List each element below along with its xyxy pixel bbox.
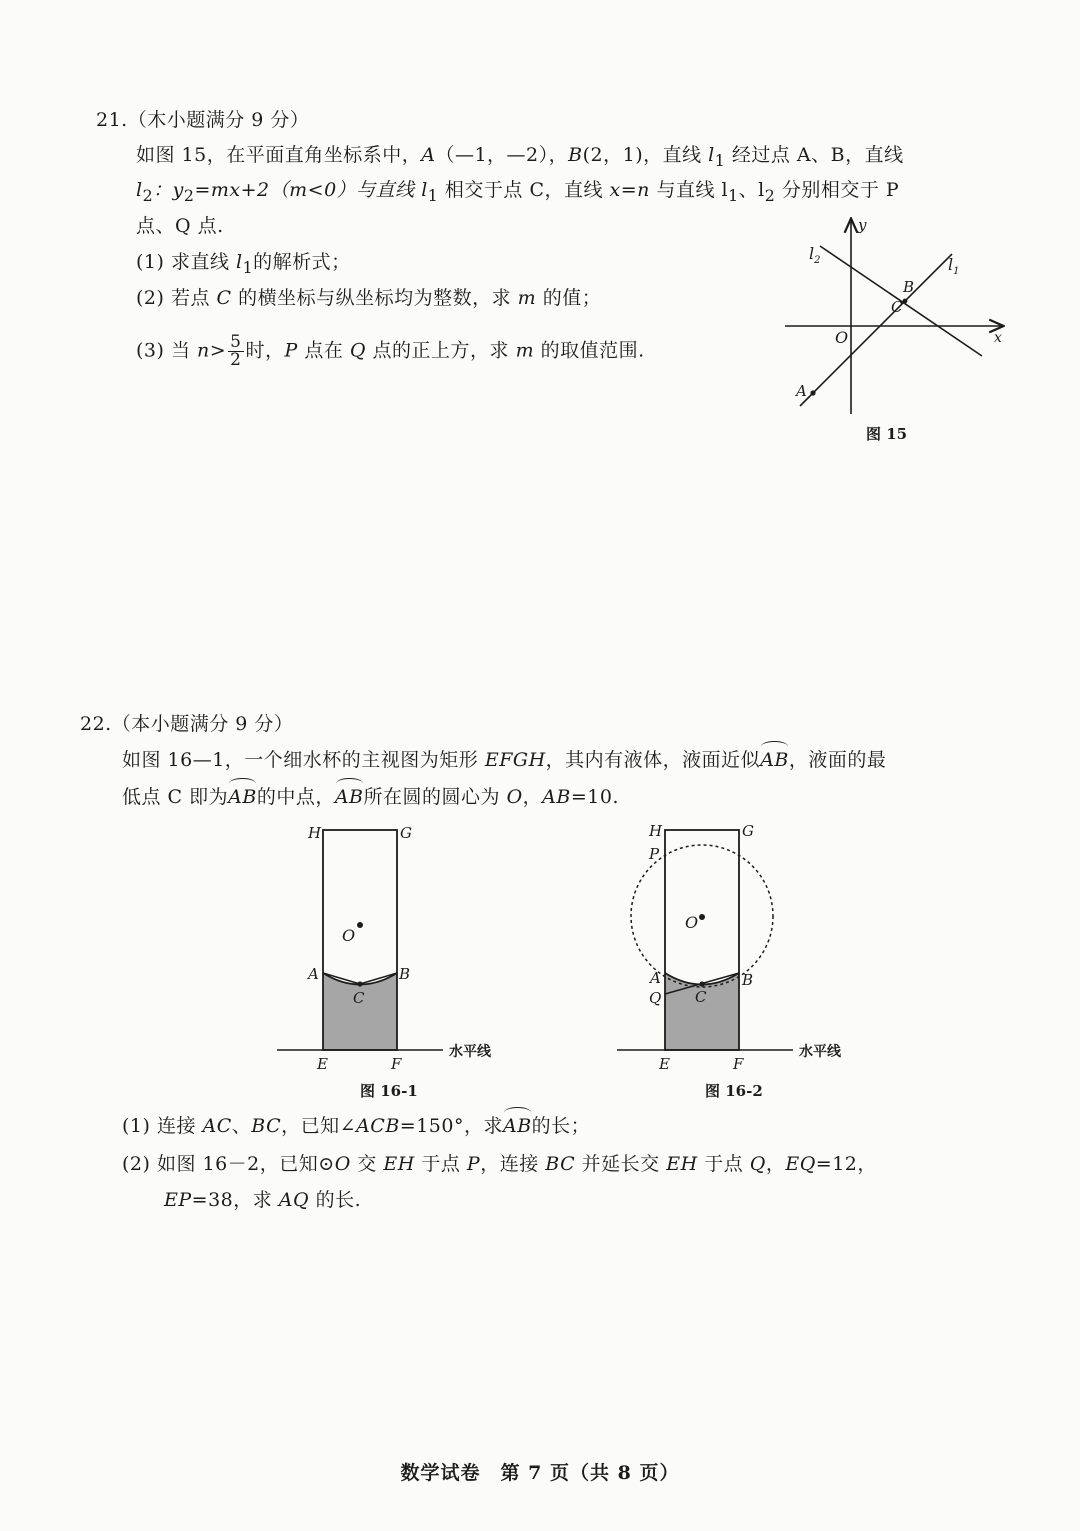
text: 于点: [414, 1153, 467, 1175]
figure-16-2-caption: 图 16-2: [705, 1082, 763, 1100]
equation: =mx+2（m<0）与直线: [194, 179, 422, 201]
label-q: Q: [649, 989, 662, 1007]
subscript: 2: [764, 185, 776, 205]
line-l1: l: [708, 144, 715, 166]
text: (2) 如图 16－2，已知⊙: [122, 1153, 335, 1175]
figure-16-1-caption: 图 16-1: [360, 1082, 418, 1100]
q21-header: 21.（木小题满分 9 分）: [96, 109, 310, 131]
q22-line2: [122, 785, 619, 809]
horizon-label: 水平线: [799, 1044, 841, 1060]
q21-line2: [136, 178, 899, 208]
l2-subscript: 2: [814, 255, 821, 266]
q21-part2: [136, 286, 601, 310]
point-b-dot: [903, 299, 908, 304]
arc-ab: AB: [228, 786, 257, 808]
text: 的中点，: [256, 786, 335, 808]
figure-16-1: [275, 820, 515, 1080]
q22-part1: [122, 1114, 590, 1138]
label-e: E: [317, 1055, 328, 1073]
arc-ab: AB: [502, 1115, 532, 1137]
q21-part1: [136, 250, 351, 280]
segment-eq: EQ: [785, 1153, 816, 1175]
text: 经过点 A、B，直线: [725, 144, 904, 166]
var-m: m: [515, 339, 535, 362]
text: 交: [350, 1153, 384, 1175]
point-a-label: A: [796, 382, 807, 400]
text: 于点: [697, 1153, 750, 1175]
arc-ab: AB: [334, 786, 364, 808]
label-h: H: [649, 822, 663, 840]
segment-ab: AB: [542, 786, 571, 808]
text: 并延长交: [575, 1153, 667, 1175]
subscript: 2: [142, 185, 154, 205]
label-e: E: [659, 1055, 670, 1073]
text: 、l: [738, 179, 765, 201]
text: 相交于点 C，直线: [438, 179, 610, 201]
text: 所在圆的圆心为: [363, 786, 507, 808]
text: ，: [522, 786, 543, 808]
label-c: C: [353, 989, 365, 1007]
coord-a: （—1，—2），: [435, 144, 569, 166]
text: ，: [765, 1153, 786, 1175]
page-footer: 数学试卷 第 7 页（共 8 页）: [400, 1462, 680, 1484]
subscript: 1: [728, 185, 739, 205]
line-l1-graph: [800, 254, 952, 406]
point-c-dot: [699, 981, 704, 986]
label-a: A: [308, 965, 319, 983]
horizon-label: 水平线: [449, 1044, 491, 1060]
text: ，液面的最: [788, 749, 887, 771]
segment-eh: EH: [383, 1153, 415, 1175]
point-q: Q: [749, 1153, 766, 1175]
text: 的横坐标与纵坐标均为整数，求: [231, 287, 518, 309]
text: 的取值范围.: [534, 339, 645, 362]
text: 分别相交于 P: [775, 179, 900, 201]
center-o-dot: [357, 922, 363, 928]
text: 如图 16—1，一个细水杯的主视图为矩形: [122, 749, 485, 771]
segment-eh: EH: [666, 1153, 698, 1175]
segment-aq: AQ: [278, 1189, 310, 1211]
text: 如图 15，在平面直角坐标系中，: [136, 144, 422, 166]
var-n: n: [197, 339, 210, 362]
text: (1) 求直线: [136, 251, 236, 273]
segment-ep: EP: [164, 1189, 192, 1211]
point-a: A: [421, 144, 436, 166]
subscript: 1: [427, 185, 439, 205]
line-l1: l: [236, 251, 243, 273]
subscript: 1: [714, 150, 726, 170]
q22-part2-line1: [122, 1152, 877, 1176]
q22-line1: [122, 748, 886, 772]
text: 与直线 l: [649, 179, 729, 201]
text: 点的正上方，求: [365, 339, 516, 362]
coord-b: (2，1)，直线: [582, 144, 709, 166]
figure-16-2: [615, 820, 875, 1080]
gt-sign: >: [209, 339, 227, 362]
label-g: G: [742, 822, 754, 840]
var-m: m: [517, 287, 537, 309]
text: ，已知∠: [281, 1115, 357, 1137]
text: 的值；: [536, 287, 602, 309]
label-a: A: [650, 969, 661, 987]
text: 点在: [297, 339, 350, 362]
point-b: B: [568, 144, 583, 166]
point-c: C: [216, 287, 232, 309]
label-o: O: [342, 926, 356, 945]
figure-15: [780, 216, 1020, 426]
text: 、: [231, 1115, 252, 1137]
q21-line1: [136, 143, 904, 173]
line-l2: l: [136, 179, 143, 201]
q21-line3: 点、Q 点.: [136, 215, 224, 237]
figure-15-caption: 图 15: [866, 425, 908, 443]
text: (3) 当: [136, 339, 197, 362]
segment-ac: AC: [202, 1115, 232, 1137]
subscript: 1: [242, 257, 254, 277]
l1-label: [948, 255, 960, 277]
text: =12，: [815, 1153, 877, 1175]
center-o-dot: [699, 914, 705, 920]
center-o: O: [506, 786, 523, 808]
label-p: P: [649, 845, 660, 863]
arc-ab: AB: [760, 749, 789, 771]
origin-label: O: [835, 328, 849, 347]
l2-letter: l: [809, 244, 815, 263]
angle-acb: ACB: [356, 1115, 400, 1137]
text: ，连接: [480, 1153, 546, 1175]
label-b: B: [742, 971, 754, 989]
text: ，其内有液体，液面近似: [545, 749, 761, 771]
point-c-dot: [357, 981, 362, 986]
segment-bc: BC: [251, 1115, 282, 1137]
text: =38，求: [191, 1189, 279, 1211]
l2-label: [809, 244, 821, 266]
l1-letter: l: [948, 255, 954, 274]
point-q: Q: [349, 339, 366, 362]
text: (2) 若点: [136, 287, 217, 309]
text: ：y: [153, 179, 184, 201]
denominator: 2: [230, 350, 242, 370]
point-c-label: C: [891, 298, 903, 316]
text: =10.: [570, 786, 619, 808]
label-c: C: [695, 988, 707, 1006]
point-p: P: [284, 339, 298, 362]
text: 的长；: [531, 1115, 591, 1137]
label-f: F: [733, 1055, 744, 1073]
q21-part3: [136, 334, 645, 369]
text: 的解析式；: [253, 251, 351, 273]
text: 的长.: [309, 1189, 362, 1211]
segment-bc: BC: [545, 1153, 576, 1175]
point-p: P: [466, 1153, 481, 1175]
q22-header: 22.（本小题满分 9 分）: [80, 713, 294, 735]
text: 时，: [245, 339, 285, 362]
l1-subscript: 1: [953, 266, 960, 277]
subscript: 2: [183, 185, 195, 205]
x-axis-label: x: [994, 330, 1002, 346]
text: =150°，求: [399, 1115, 503, 1137]
rect-efgh: EFGH: [484, 749, 546, 771]
text: 低点 C 即为: [122, 786, 229, 808]
point-a-dot: [810, 390, 815, 395]
label-f: F: [391, 1055, 402, 1073]
equation-x-n: x=n: [609, 179, 650, 201]
numerator: 5: [230, 332, 242, 352]
y-axis-label: y: [858, 216, 867, 234]
label-o: O: [685, 913, 699, 932]
label-g: G: [400, 824, 412, 842]
q22-part2-line2: [164, 1188, 361, 1212]
line-l1: l: [421, 179, 428, 201]
label-h: H: [308, 824, 322, 842]
text: (1) 连接: [122, 1115, 203, 1137]
fraction-five-halves: [228, 334, 243, 369]
point-b-label: B: [903, 278, 915, 296]
label-b: B: [399, 965, 411, 983]
center-o: O: [334, 1153, 351, 1175]
